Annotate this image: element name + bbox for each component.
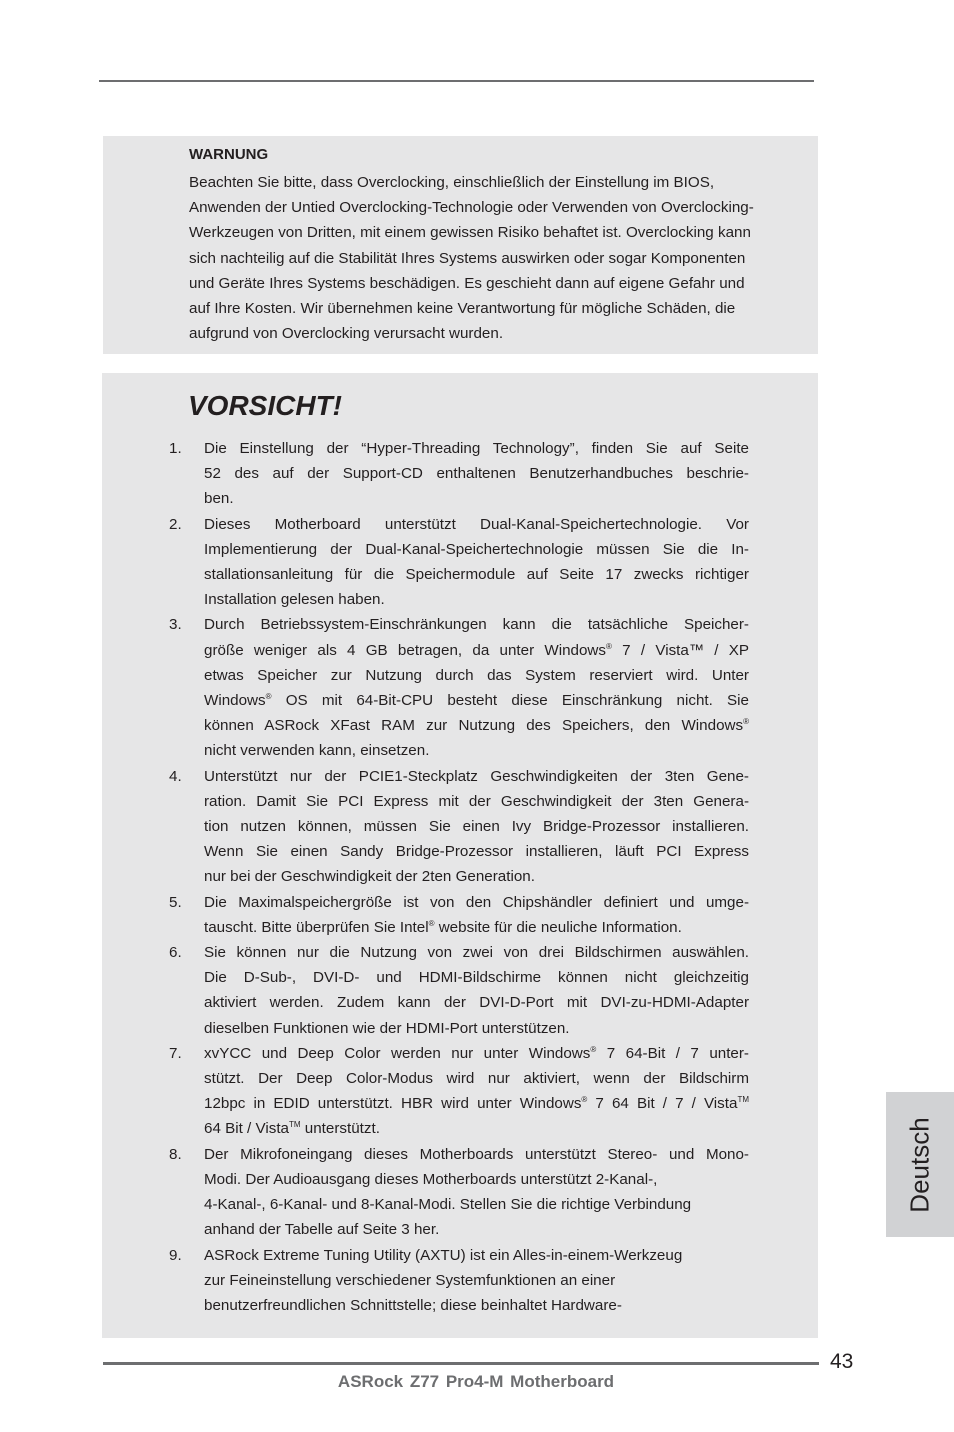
- item-line: dieselben Funktionen wie der HDMI-Port unterstützen.: [204, 1019, 570, 1037]
- warning-line: Beachten Sie bitte, dass Overclocking, einschließlich der Einstellung im BIOS,: [189, 174, 715, 191]
- item-line-part: OS mit 64-Bit-CPU besteht diese Einschränkung nicht. Sie: [271, 692, 749, 710]
- list-item: [102, 1041, 818, 1142]
- list-item: [102, 436, 818, 512]
- item-line: Dieses Motherboard unterstützt Dual-Kanal-Speichertechnologie. Vor: [204, 515, 749, 533]
- item-line: aktiviert werden. Zudem kann der DVI-D-Port mit DVI-zu-HDMI-Adapter: [204, 994, 749, 1012]
- item-line-part: website für die neuliche Information.: [434, 918, 682, 936]
- item-line: Sie können nur die Nutzung von zwei von drei Bildschirmen auswählen.: [204, 944, 749, 962]
- item-text: [204, 764, 749, 890]
- item-line: nicht verwenden kann, einsetzen.: [204, 742, 430, 760]
- item-line-part: 12bpc in EDID unterstützt. HBR wird unter Windows: [204, 1095, 582, 1113]
- item-text: [204, 612, 749, 763]
- language-tab-label: Deutsch: [904, 1116, 935, 1213]
- list-item: [102, 512, 818, 613]
- item-number: 5.: [169, 893, 182, 911]
- page-number: 43: [830, 1350, 854, 1373]
- registered-mark: ®: [590, 1044, 597, 1054]
- registered-mark: ®: [428, 918, 435, 928]
- registered-mark: ®: [606, 641, 612, 651]
- warning-line: auf Ihre Kosten. Wir übernehmen keine Verantwortung für mögliche Schäden, die: [189, 300, 736, 318]
- list-item: [102, 890, 818, 940]
- item-line: Unterstützt nur der PCIE1-Steckplatz Geschwindigkeiten der 3ten Gene-: [204, 767, 749, 785]
- warning-box: [103, 136, 818, 354]
- item-number: 8.: [169, 1145, 182, 1163]
- item-line: ration. Damit Sie PCI Express mit der Geschwindigkeit der 3ten Genera-: [204, 792, 749, 810]
- item-text: [204, 1142, 749, 1243]
- warning-line: und Geräte Ihres Systems beschädigen. Es geschieht dann auf eigene Gefahr und: [189, 274, 745, 292]
- footer-title: ASRock Z77 Pro4-M Motherboard: [337, 1372, 615, 1391]
- item-line: Installation gelesen haben.: [204, 591, 385, 609]
- item-line: 52 des auf der Support-CD enthaltenen Benutzerhandbuches beschrie-: [204, 465, 749, 483]
- list-item: [102, 940, 818, 1041]
- item-line: Modi. Der Audioausgang dieses Motherboards unterstützt 2-Kanal-,: [204, 1170, 658, 1188]
- caution-title: VORSICHT!: [188, 390, 342, 421]
- item-line-part: tauscht. Bitte überprüfen Sie Intel: [204, 918, 429, 936]
- item-number: 7.: [169, 1044, 182, 1062]
- item-line: Durch Betriebssystem-Einschränkungen kann die tatsächliche Speicher-: [204, 616, 749, 634]
- warning-line: Werkzeugen von Dritten, mit einem gewissen Risiko behaftet ist. Overclocking kann: [189, 224, 751, 242]
- item-text: [204, 436, 749, 512]
- list-item: [102, 612, 818, 763]
- list-item: [102, 1142, 818, 1243]
- registered-mark: ®: [743, 717, 749, 727]
- item-number: 3.: [169, 616, 182, 634]
- list-item: [102, 1243, 818, 1319]
- item-line: nur bei der Geschwindigkeit der 2ten Generation.: [204, 868, 535, 886]
- item-line: Die Maximalspeichergröße ist von den Chipshändler definiert und umge-: [204, 893, 749, 911]
- item-line: [204, 713, 749, 738]
- item-number: 1.: [169, 440, 182, 457]
- item-line: [204, 688, 749, 713]
- warning-line: sich nachteilig auf die Stabilität Ihres Systems auswirken oder sogar Komponenten: [189, 249, 746, 267]
- trademark-mark: TM: [737, 1095, 749, 1105]
- item-line: etwas Speicher zur Nutzung durch das System reserviert wird. Unter: [204, 666, 749, 684]
- item-line-part: Windows: [204, 692, 266, 710]
- warning-line: aufgrund von Overclocking verursacht wurden.: [189, 325, 504, 343]
- item-line: stallationsanleitung für die Speichermodule auf Seite 17 zwecks richtiger: [204, 566, 749, 584]
- item-line: Implementierung der Dual-Kanal-Speichertechnologie müssen Sie die In-: [204, 540, 749, 558]
- item-line: ben.: [204, 490, 234, 508]
- warning-body: [189, 170, 819, 346]
- item-line-part: 64 Bit / Vista: [204, 1120, 289, 1138]
- item-line: tion nutzen können, müssen Sie einen Ivy Bridge-Prozessor installieren.: [204, 818, 749, 836]
- item-text: [204, 1041, 749, 1142]
- item-line: anhand der Tabelle auf Seite 3 her.: [204, 1221, 440, 1239]
- item-line-part: unterstützt.: [300, 1120, 380, 1138]
- language-tab: [886, 1092, 954, 1237]
- item-line: benutzerfreundlichen Schnittstelle; diese beinhaltet Hardware-: [204, 1296, 622, 1314]
- trademark-mark: TM: [289, 1120, 301, 1130]
- warning-heading: WARNUNG: [189, 146, 269, 163]
- item-line-part: können ASRock XFast RAM zur Nutzung des Speichers, den Windows: [204, 717, 744, 735]
- item-line-part: 7 64-Bit / 7 unter-: [596, 1044, 749, 1062]
- top-rule: [99, 80, 814, 82]
- item-text: [204, 1243, 749, 1319]
- item-line-part: 7 64 Bit / 7 / Vista: [587, 1095, 738, 1113]
- item-line: 4-Kanal-, 6-Kanal- und 8-Kanal-Modi. Stellen Sie die richtige Verbindung: [204, 1196, 692, 1214]
- registered-mark: ®: [265, 692, 272, 702]
- registered-mark: ®: [581, 1095, 588, 1105]
- item-line: [204, 1041, 749, 1066]
- item-number: 4.: [169, 767, 182, 785]
- item-line-part: größe weniger als 4 GB betragen, da unter Windows: [204, 641, 606, 659]
- bottom-rule: [103, 1362, 819, 1365]
- item-text: [204, 512, 749, 613]
- item-line-part: 7 / Vista™ / XP: [611, 641, 750, 659]
- list-item: [102, 764, 818, 890]
- item-line: [204, 915, 749, 940]
- item-line-part: xvYCC und Deep Color werden nur unter Windows: [204, 1044, 591, 1062]
- item-number: 9.: [169, 1246, 182, 1264]
- item-line: Die D-Sub-, DVI-D- und HDMI-Bildschirme können nicht gleichzeitig: [204, 969, 749, 987]
- item-line: Wenn Sie einen Sandy Bridge-Prozessor installieren, läuft PCI Express: [204, 843, 749, 861]
- caution-box: [102, 373, 818, 1338]
- item-line: ASRock Extreme Tuning Utility (AXTU) ist ein Alles-in-einem-Werkzeug: [204, 1246, 683, 1264]
- item-line: [204, 1116, 749, 1141]
- item-line: [204, 1091, 749, 1116]
- caution-list: [102, 436, 818, 1318]
- item-text: [204, 940, 749, 1041]
- item-text: [204, 890, 749, 940]
- item-line: stützt. Der Deep Color-Modus wird nur aktiviert, wenn der Bildschirm: [204, 1070, 749, 1088]
- item-line: [204, 638, 749, 663]
- item-number: 2.: [169, 515, 182, 533]
- warning-line: Anwenden der Untied Overclocking-Technologie oder Verwenden von Overclocking-: [189, 199, 754, 217]
- item-line: Der Mikrofoneingang dieses Motherboards unterstützt Stereo- und Mono-: [204, 1145, 749, 1163]
- item-number: 6.: [169, 944, 182, 962]
- item-line: Die Einstellung der “Hyper-Threading Technology”, finden Sie auf Seite: [204, 440, 749, 457]
- item-line: zur Feineinstellung verschiedener Systemfunktionen an einer: [204, 1271, 616, 1289]
